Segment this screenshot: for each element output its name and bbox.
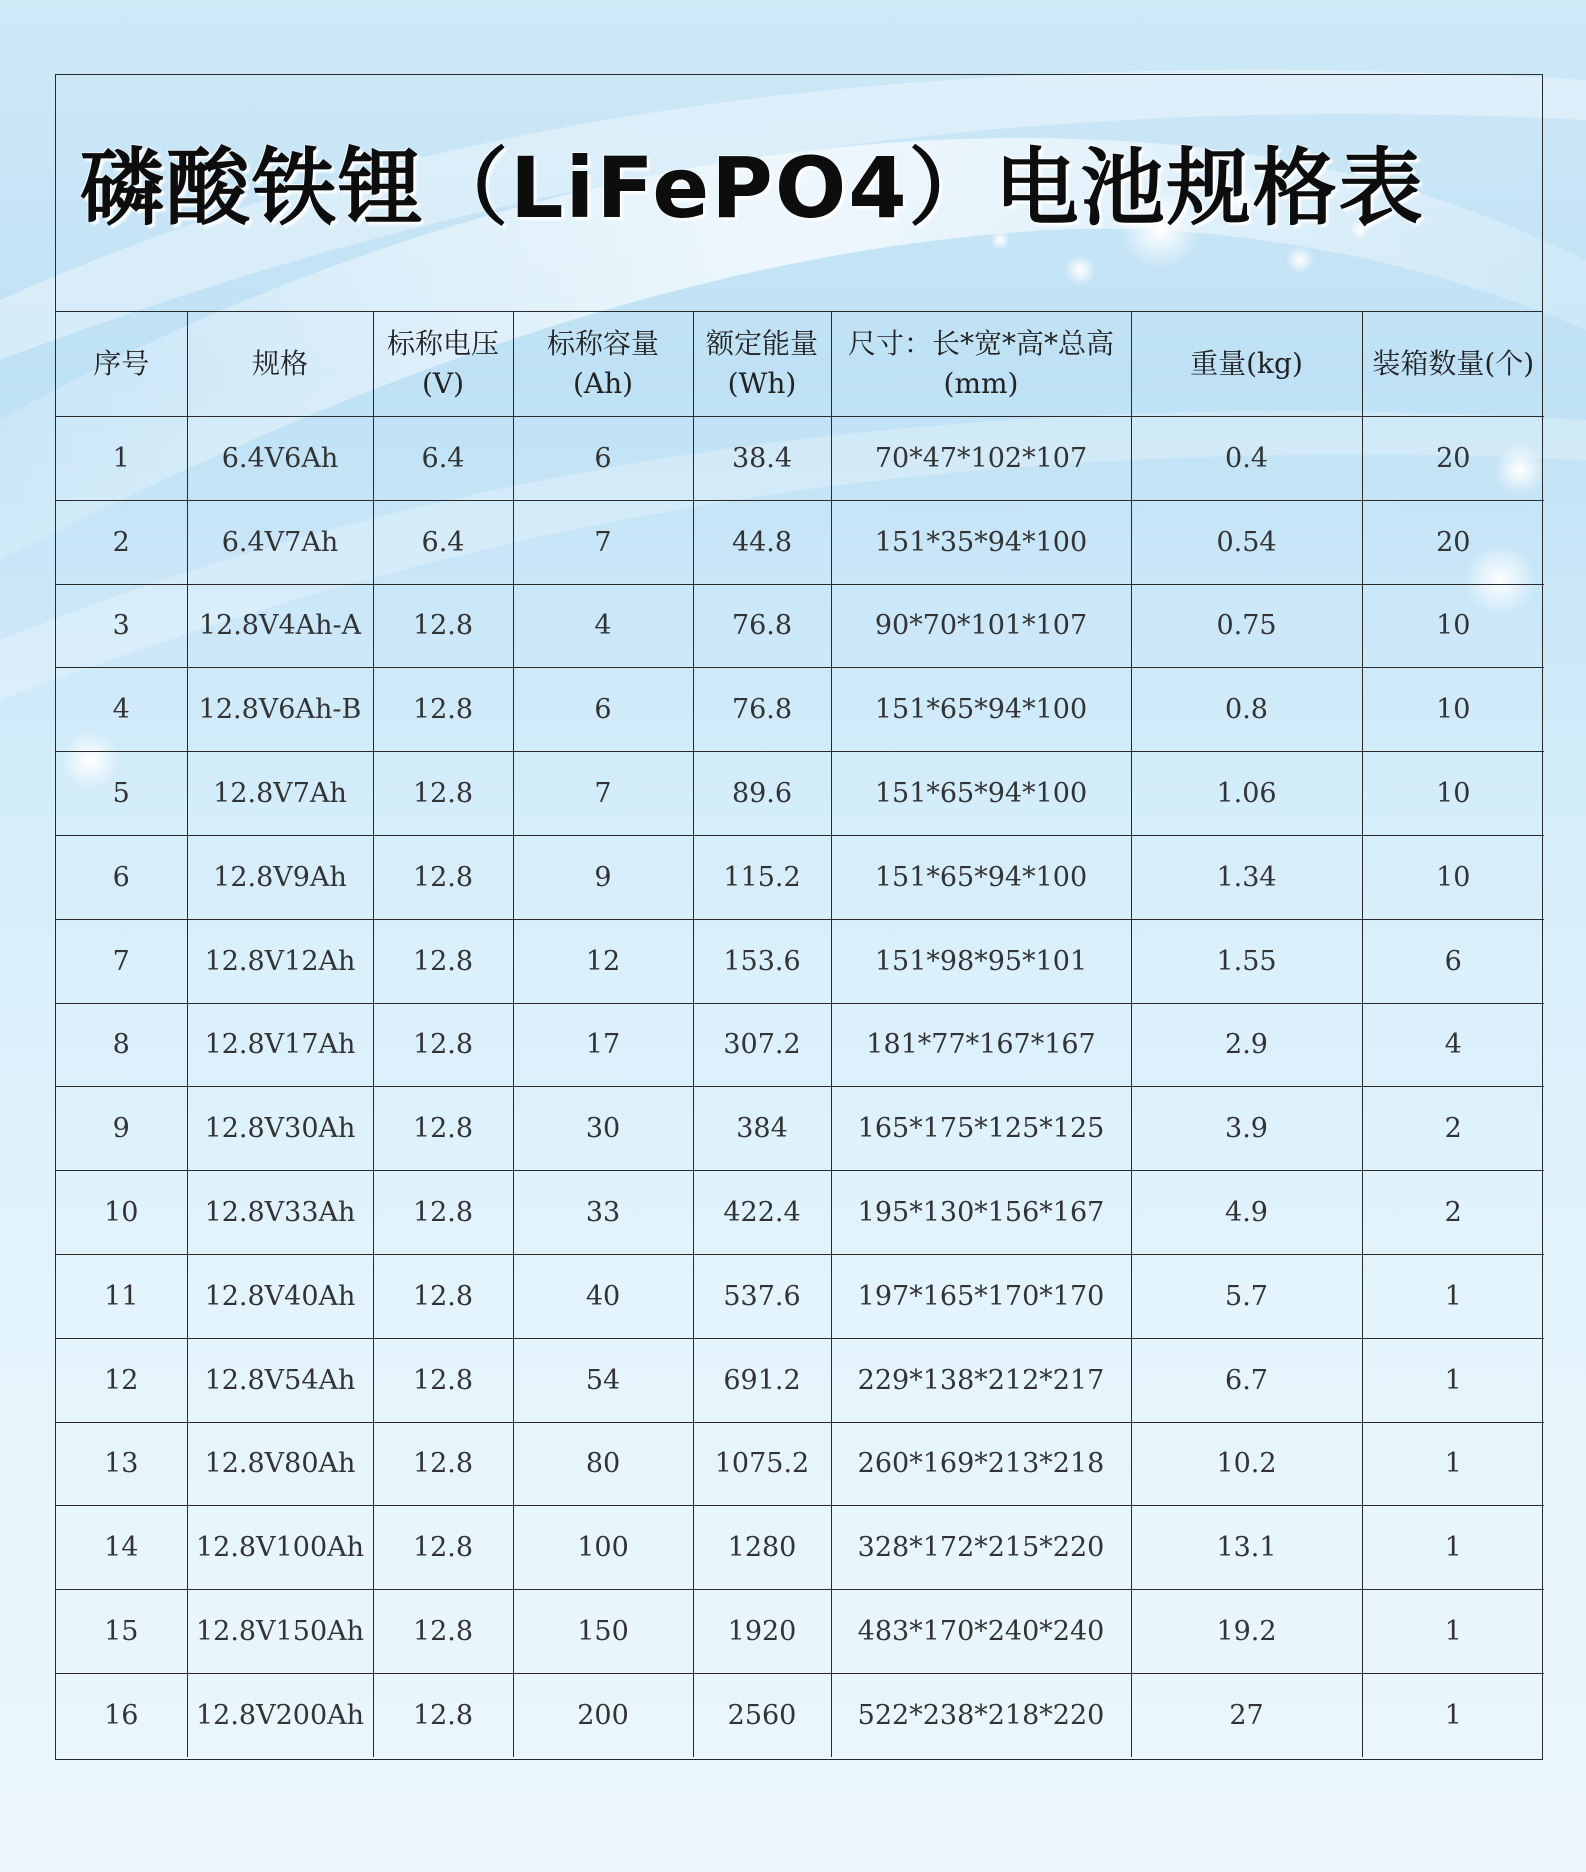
table-cell: 4 [56, 668, 187, 752]
table-cell: 1.34 [1131, 835, 1362, 919]
table-cell: 1920 [693, 1590, 831, 1674]
table-cell: 384 [693, 1087, 831, 1171]
table-cell: 7 [513, 752, 693, 836]
table-cell: 12.8 [373, 1171, 513, 1255]
table-cell: 12.8 [373, 1673, 513, 1756]
table-cell: 12.8V200Ah [187, 1673, 373, 1756]
table-cell: 12.8V33Ah [187, 1171, 373, 1255]
table-cell: 229*138*212*217 [831, 1338, 1131, 1422]
table-cell: 12.8 [373, 1422, 513, 1506]
table-cell: 9 [56, 1087, 187, 1171]
table-cell: 1075.2 [693, 1422, 831, 1506]
table-cell: 1 [1362, 1422, 1544, 1506]
table-cell: 12.8V4Ah-A [187, 584, 373, 668]
spec-sheet [55, 74, 1543, 1760]
table-cell: 12.8V150Ah [187, 1590, 373, 1674]
table-cell: 9 [513, 835, 693, 919]
table-cell: 12.8 [373, 584, 513, 668]
table-cell: 0.75 [1131, 584, 1362, 668]
table-cell: 76.8 [693, 668, 831, 752]
table-cell: 1.06 [1131, 752, 1362, 836]
table-cell: 27 [1131, 1673, 1362, 1756]
table-cell: 12.8V12Ah [187, 919, 373, 1003]
table-cell: 10 [1362, 835, 1544, 919]
table-row [56, 1254, 1544, 1338]
table-cell: 100 [513, 1506, 693, 1590]
table-cell: 2 [56, 500, 187, 584]
table-row [56, 500, 1544, 584]
table-cell: 76.8 [693, 584, 831, 668]
table-cell: 12.8 [373, 752, 513, 836]
table-cell: 12.8 [373, 835, 513, 919]
table-row [56, 1003, 1544, 1087]
table-row [56, 1422, 1544, 1506]
table-cell: 1.55 [1131, 919, 1362, 1003]
table-cell: 522*238*218*220 [831, 1673, 1131, 1756]
table-cell: 7 [513, 500, 693, 584]
table-cell: 151*35*94*100 [831, 500, 1131, 584]
table-cell: 153.6 [693, 919, 831, 1003]
table-row [56, 668, 1544, 752]
table-cell: 165*175*125*125 [831, 1087, 1131, 1171]
table-row [56, 1590, 1544, 1674]
table-cell: 12.8V17Ah [187, 1003, 373, 1087]
table-cell: 260*169*213*218 [831, 1422, 1131, 1506]
table-cell: 44.8 [693, 500, 831, 584]
table-cell: 12.8V80Ah [187, 1422, 373, 1506]
table-cell: 5.7 [1131, 1254, 1362, 1338]
table-row [56, 752, 1544, 836]
table-cell: 1 [56, 417, 187, 501]
table-cell: 12.8V40Ah [187, 1254, 373, 1338]
table-cell: 12.8 [373, 1003, 513, 1087]
table-cell: 12.8 [373, 668, 513, 752]
table-cell: 6.4 [373, 417, 513, 501]
table-cell: 20 [1362, 500, 1544, 584]
table-row [56, 919, 1544, 1003]
table-cell: 1280 [693, 1506, 831, 1590]
table-cell: 17 [513, 1003, 693, 1087]
page-title: 磷酸铁锂（LiFePO4）电池规格表 [80, 139, 1425, 237]
table-cell: 1 [1362, 1254, 1544, 1338]
table-cell: 12.8 [373, 1590, 513, 1674]
table-cell: 12.8 [373, 1506, 513, 1590]
table-cell: 12.8V100Ah [187, 1506, 373, 1590]
table-cell: 4 [513, 584, 693, 668]
header-cell: 标称容量 (Ah) [513, 312, 693, 417]
table-cell: 70*47*102*107 [831, 417, 1131, 501]
table-cell: 10 [56, 1171, 187, 1255]
table-cell: 10 [1362, 668, 1544, 752]
header-cell: 标称电压 (V) [373, 312, 513, 417]
table-cell: 8 [56, 1003, 187, 1087]
table-cell: 200 [513, 1673, 693, 1756]
table-cell: 6 [56, 835, 187, 919]
table-cell: 7 [56, 919, 187, 1003]
table-cell: 10 [1362, 752, 1544, 836]
table-cell: 12.8V30Ah [187, 1087, 373, 1171]
table-cell: 12.8 [373, 1338, 513, 1422]
header-row [56, 312, 1544, 417]
spec-table [56, 312, 1544, 1757]
table-cell: 16 [56, 1673, 187, 1756]
table-cell: 12.8 [373, 1254, 513, 1338]
table-cell: 80 [513, 1422, 693, 1506]
table-cell: 197*165*170*170 [831, 1254, 1131, 1338]
table-cell: 6 [1362, 919, 1544, 1003]
table-cell: 30 [513, 1087, 693, 1171]
table-cell: 6.4 [373, 500, 513, 584]
table-cell: 19.2 [1131, 1590, 1362, 1674]
table-cell: 33 [513, 1171, 693, 1255]
table-cell: 6.7 [1131, 1338, 1362, 1422]
table-cell: 12.8 [373, 1087, 513, 1171]
table-cell: 90*70*101*107 [831, 584, 1131, 668]
table-row [56, 1506, 1544, 1590]
table-cell: 11 [56, 1254, 187, 1338]
table-cell: 483*170*240*240 [831, 1590, 1131, 1674]
table-cell: 2 [1362, 1087, 1544, 1171]
table-row [56, 1338, 1544, 1422]
table-cell: 12.8V9Ah [187, 835, 373, 919]
table-cell: 151*65*94*100 [831, 668, 1131, 752]
table-cell: 6 [513, 417, 693, 501]
table-cell: 4.9 [1131, 1171, 1362, 1255]
table-cell: 3 [56, 584, 187, 668]
table-cell: 14 [56, 1506, 187, 1590]
table-cell: 1 [1362, 1590, 1544, 1674]
table-cell: 2.9 [1131, 1003, 1362, 1087]
table-row [56, 417, 1544, 501]
table-cell: 89.6 [693, 752, 831, 836]
table-cell: 181*77*167*167 [831, 1003, 1131, 1087]
table-cell: 422.4 [693, 1171, 831, 1255]
table-cell: 151*65*94*100 [831, 752, 1131, 836]
table-cell: 6.4V7Ah [187, 500, 373, 584]
table-cell: 1 [1362, 1506, 1544, 1590]
table-cell: 0.54 [1131, 500, 1362, 584]
table-cell: 12.8 [373, 919, 513, 1003]
table-cell: 12.8V6Ah-B [187, 668, 373, 752]
table-cell: 4 [1362, 1003, 1544, 1087]
table-cell: 151*65*94*100 [831, 835, 1131, 919]
table-cell: 115.2 [693, 835, 831, 919]
table-cell: 0.8 [1131, 668, 1362, 752]
table-cell: 3.9 [1131, 1087, 1362, 1171]
table-cell: 150 [513, 1590, 693, 1674]
header-cell: 额定能量 (Wh) [693, 312, 831, 417]
table-cell: 2560 [693, 1673, 831, 1756]
table-row [56, 1171, 1544, 1255]
table-cell: 13 [56, 1422, 187, 1506]
table-row [56, 1673, 1544, 1756]
table-cell: 691.2 [693, 1338, 831, 1422]
table-cell: 537.6 [693, 1254, 831, 1338]
table-row [56, 584, 1544, 668]
table-cell: 12.8V7Ah [187, 752, 373, 836]
table-cell: 1 [1362, 1338, 1544, 1422]
table-cell: 13.1 [1131, 1506, 1362, 1590]
table-cell: 10 [1362, 584, 1544, 668]
table-cell: 6.4V6Ah [187, 417, 373, 501]
table-body [56, 417, 1544, 1757]
table-cell: 10.2 [1131, 1422, 1362, 1506]
table-cell: 12 [513, 919, 693, 1003]
table-cell: 195*130*156*167 [831, 1171, 1131, 1255]
table-cell: 2 [1362, 1171, 1544, 1255]
table-cell: 0.4 [1131, 417, 1362, 501]
table-cell: 6 [513, 668, 693, 752]
table-cell: 54 [513, 1338, 693, 1422]
table-cell: 15 [56, 1590, 187, 1674]
table-cell: 5 [56, 752, 187, 836]
title-box [56, 75, 1542, 312]
header-cell: 序号 [56, 312, 187, 417]
table-cell: 38.4 [693, 417, 831, 501]
table-cell: 12 [56, 1338, 187, 1422]
header-cell: 重量(kg) [1131, 312, 1362, 417]
table-row [56, 1087, 1544, 1171]
header-cell: 装箱数量(个) [1362, 312, 1544, 417]
header-cell: 规格 [187, 312, 373, 417]
table-cell: 328*172*215*220 [831, 1506, 1131, 1590]
table-cell: 151*98*95*101 [831, 919, 1131, 1003]
table-cell: 12.8V54Ah [187, 1338, 373, 1422]
header-cell: 尺寸：长*宽*高*总高 (mm) [831, 312, 1131, 417]
table-cell: 1 [1362, 1673, 1544, 1756]
table-row [56, 835, 1544, 919]
table-cell: 307.2 [693, 1003, 831, 1087]
table-cell: 40 [513, 1254, 693, 1338]
table-cell: 20 [1362, 417, 1544, 501]
